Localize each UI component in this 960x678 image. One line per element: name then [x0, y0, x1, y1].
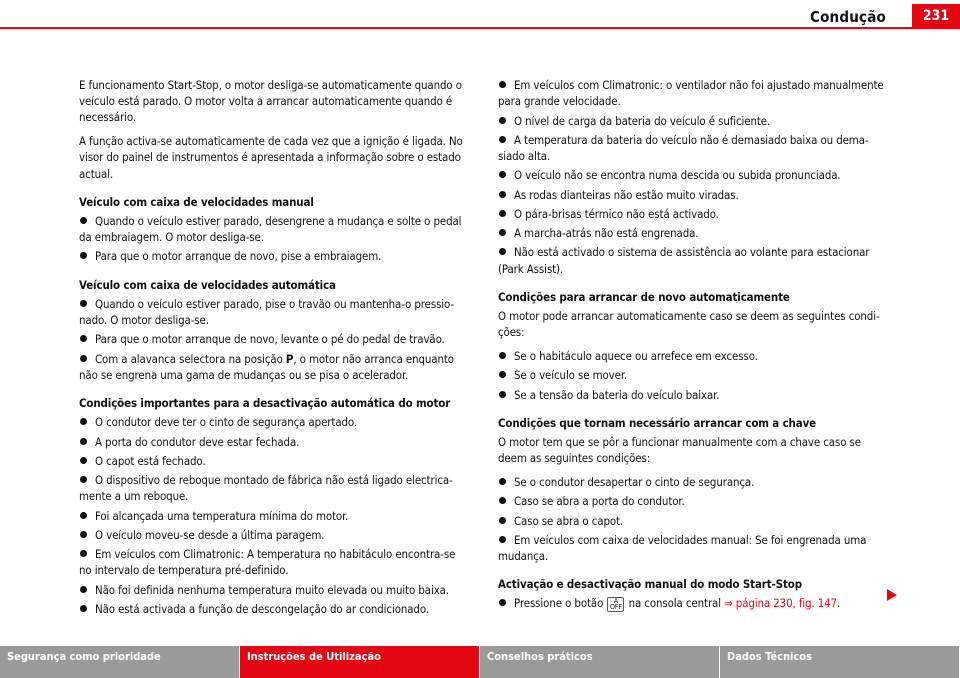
list-item: Em veículos com Climatronic: o ventilador não foi ajustado manualmente para grande velocidade. [498, 78, 884, 109]
list-item: Caso se abra o capot. [498, 513, 884, 529]
list-item: Se o veículo se mover. [498, 367, 884, 383]
list-item: A temperatura da bateria do veículo não é demasiado baixa ou dema-siado alta. [498, 132, 869, 163]
section-heading: Activação e desactivação manual do modo Start-Stop [498, 577, 802, 592]
bullet-icon [499, 81, 506, 88]
bullet-icon [499, 497, 506, 504]
list-item: Para que o motor arranque de novo, pise a embraiagem. [79, 248, 465, 264]
next-page-arrow-icon[interactable] [887, 589, 897, 601]
list-item: Pressione o botão A OFF na consola central ⇒ página 230, fig. 147. [498, 595, 884, 612]
footer-tab-instrucoes[interactable]: Instruções de Utilização [240, 646, 480, 678]
bullet-icon [499, 171, 506, 178]
bullet-icon [499, 248, 506, 255]
page-number: 231 [912, 4, 960, 28]
intro-paragraph: A função activa-se automaticamente de cada vez que a ignição é ligada. No visor do painel de instrumentos é apresentada a informação sobre o estado actual. [79, 134, 463, 181]
section-heading: Veículo com caixa de velocidades manual [79, 194, 314, 209]
list-item: As rodas dianteiras não estão muito viradas. [498, 187, 884, 203]
section-heading: Condições para arrancar de novo automaticamente [498, 289, 790, 304]
section-heading: Condições que tornam necessário arrancar com a chave [498, 415, 816, 430]
list-item: Não está activada a função de descongelação do ar condicionado. [79, 601, 465, 617]
footer-tab-dados-tecnicos[interactable]: Dados Técnicos [720, 646, 960, 678]
bullet-icon [499, 191, 506, 198]
list-item: O condutor deve ter o cinto de segurança apertado. [79, 414, 465, 430]
bullet-icon [499, 229, 506, 236]
bullet-icon [80, 512, 87, 519]
section-heading: Veículo com caixa de velocidades automática [79, 277, 336, 292]
body-paragraph: O motor tem que se pôr a funcionar manualmente com a chave caso se deem as seguintes condições: [498, 435, 861, 466]
bullet-icon [80, 438, 87, 445]
bullet-icon [499, 210, 506, 217]
bullet-icon [499, 478, 506, 485]
bullet-icon [80, 355, 87, 362]
list-item: Foi alcançada uma temperatura mínima do motor. [79, 508, 465, 524]
list-item: O dispositivo de reboque montado de fábrica não está ligado electrica-mente a um reboque. [79, 473, 453, 504]
list-item: Para que o motor arranque de novo, levante o pé do pedal de travão. [79, 331, 465, 347]
list-item: O capot está fechado. [79, 453, 465, 469]
start-stop-button-icon: A OFF [607, 597, 624, 612]
list-item: Em veículos com caixa de velocidades manual: Se foi engrenada uma mudança. [498, 532, 867, 563]
list-item: Se o habitáculo aquece ou arrefece em excesso. [498, 348, 884, 364]
list-item: A porta do condutor deve estar fechada. [79, 434, 465, 450]
bullet-icon [499, 136, 506, 143]
bullet-icon [80, 252, 87, 259]
list-item: Se o condutor desapertar o cinto de segurança. [498, 474, 884, 490]
list-item: Quando o veículo estiver parado, desengrene a mudança e solte o pedal da embraiagem. O motor desliga-se. [79, 213, 462, 245]
bullet-icon [499, 536, 506, 543]
section-heading: Condições importantes para a desactivação automática do motor [79, 396, 451, 411]
footer-tab-conselhos[interactable]: Conselhos práticos [480, 646, 720, 678]
bullet-icon [499, 599, 506, 606]
right-column [498, 77, 884, 616]
bullet-icon [80, 586, 87, 593]
bullet-icon [499, 352, 506, 359]
list-item: Não foi definida nenhuma temperatura muito elevada ou muito baixa. [79, 582, 465, 598]
footer-nav [0, 646, 960, 678]
list-item: Com a alavanca selectora na posição P, o motor não arranca enquanto não se engrena uma gama de mudanças ou se pisa o acelerador. [79, 351, 454, 382]
bullet-icon [499, 371, 506, 378]
bullet-icon [80, 300, 87, 307]
footer-tab-seguranca[interactable]: Segurança como prioridade [0, 646, 240, 678]
bullet-icon [80, 476, 87, 483]
list-item: Não está activado o sistema de assistência ao volante para estacionar (Park Assist). [498, 245, 870, 276]
left-column [79, 77, 465, 620]
bullet-icon [80, 335, 87, 342]
bullet-icon [80, 550, 87, 557]
list-item: O nível de carga da bateria do veículo é suficiente. [498, 113, 884, 129]
bullet-icon [499, 517, 506, 524]
list-item: O veículo não se encontra numa descida ou subida pronunciada. [498, 167, 884, 183]
body-paragraph: O motor pode arrancar automaticamente caso se deem as seguintes condi-ções: [498, 309, 880, 340]
list-item: Caso se abra a porta do condutor. [498, 493, 884, 509]
list-item: Quando o veículo estiver parado, pise o travão ou mantenha-o pressio-nado. O motor desliga-se. [79, 296, 455, 328]
bullet-icon [80, 418, 87, 425]
bullet-icon [499, 391, 506, 398]
list-item: O veículo moveu-se desde a última paragem. [79, 527, 465, 543]
list-item: A marcha-atrás não está engrenada. [498, 225, 884, 241]
header-rule [0, 27, 960, 29]
bullet-icon [80, 531, 87, 538]
list-item: Em veículos com Climatronic: A temperatura no habitáculo encontra-se no intervalo de temperatura pré-definido. [79, 547, 456, 578]
page-reference-link[interactable]: ⇒ página 230, fig. 147 [724, 596, 838, 611]
intro-paragraph: E funcionamento Start-Stop, o motor desliga-se automaticamente quando o veículo está parado. O motor volta a arrancar automaticamente quando é necessário. [79, 78, 462, 125]
list-item: Se a tensão da bateria do veículo baixar. [498, 387, 884, 403]
bullet-icon [80, 457, 87, 464]
chapter-title: Condução [809, 8, 886, 26]
bullet-icon [80, 605, 87, 612]
bullet-icon [80, 217, 87, 224]
list-item: O pára-brisas térmico não está activado. [498, 206, 884, 222]
bullet-icon [499, 117, 506, 124]
